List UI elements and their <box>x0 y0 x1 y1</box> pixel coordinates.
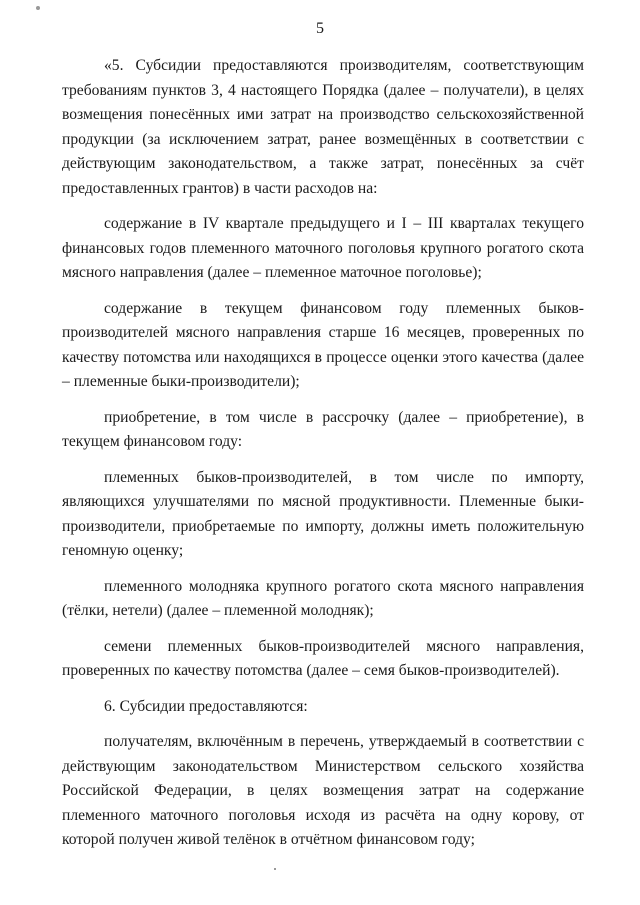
paragraph-maternal-herd: содержание в IV квартале предыдущего и I – III кварталах текущего финансовых годов племенного маточного поголовья крупного рогатого скота мясного направления (далее – племенное маточное поголовье); <box>62 215 584 281</box>
page-number: 5 <box>316 20 324 37</box>
paragraph-item-6-intro: 6. Субсидии предоставляются: <box>104 697 308 715</box>
paragraph-bull-semen: семени племенных быков-производителей мясного направления, проверенных по качеству потомства (далее – семя быков-производителей). <box>62 637 584 679</box>
paragraph-young-stock: племенного молодняка крупного рогатого скота мясного направления (тёлки, нетели) (далее – племенной молодняк); <box>62 577 584 619</box>
paragraph-acquisition: приобретение, в том числе в рассрочку (далее – приобретение), в текущем финансовом году: <box>62 408 584 450</box>
scan-speck-dot <box>274 868 276 870</box>
paragraph-item-5-intro: «5. Субсидии предоставляются производителям, соответствующим требованиям пунктов 3, 4 настоящего Порядка (далее – получатели), в целях возмещения понесённых ими затрат на производство сельскохозяйственной продукции (за исключением затрат, ранее возмещённых в соответствии с действующим законодательством, а также затрат, понесённых за счёт предоставленных грантов) в части расходов на: <box>62 57 584 197</box>
paragraph-bulls-import: племенных быков-производителей, в том числе по импорту, являющихся улучшателями по мясной продуктивности. Племенные быки-производители, приобретаемые по импорту, должны иметь положительную геномную оценку; <box>62 468 584 559</box>
paragraph-recipients-list: получателям, включённым в перечень, утверждаемый в соответствии с действующим законодательством Министерством сельского хозяйства Российской Федерации, в целях возмещения затрат на содержание племенного маточного поголовья исходя из расчёта на одну корову, от которой получен живой телёнок в отчётном финансовом году; <box>62 733 584 848</box>
scan-speck-mark <box>36 6 40 10</box>
paragraph-breeding-bulls: содержание в текущем финансовом году племенных быков-производителей мясного направления старше 16 месяцев, проверенных по качеству потомства или находящихся в процессе оценки этого качества (далее – племенные быки-производители); <box>62 299 584 390</box>
document-body <box>62 54 584 864</box>
